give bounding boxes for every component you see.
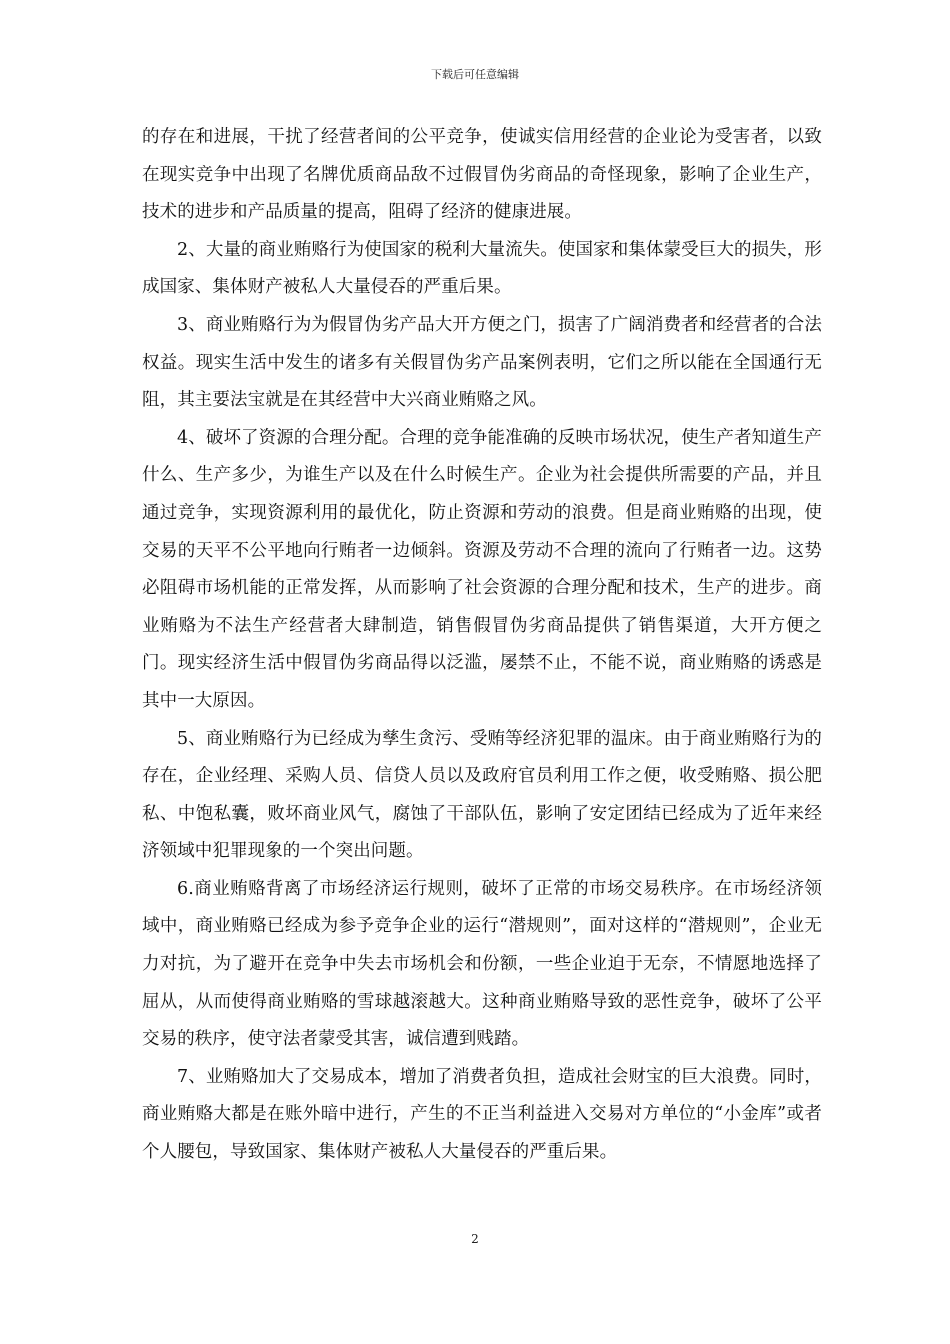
paragraph-item-6: 6.商业贿赂背离了市场经济运行规则，破坏了正常的市场交易秩序。在市场经济领域中，商业贿赂已经成为参予竞争企业的运行“潜规则”，面对这样的“潜规则”，企业无力对抗，为了避开在竞争中失去市场机会和份额，一些企业迫于无奈，不情愿地选择了屈从，从而使得商业贿赂的雪球越滚越大。这种商业贿赂导致的恶性竞争，破坏了公平交易的秩序，使守法者蒙受其害，诚信遭到贱踏。 (142, 878, 822, 1050)
paragraph-item-7: 7、业贿赂加大了交易成本，增加了消费者负担，造成社会财宝的巨大浪费。同时，商业贿赂大都是在账外暗中进行，产生的不正当利益进入交易对方单位的“小金库”或者个人腰包，导致国家、集体财产被私人大量侵吞的严重后果。 (142, 1066, 822, 1163)
page-number: 2 (471, 1232, 479, 1246)
paragraph-continued: 的存在和进展，干扰了经营者间的公平竞争，使诚实信用经营的企业论为受害者，以致在现实竞争中出现了名牌优质商品敌不过假冒伪劣商品的奇怪现象，影响了企业生产，技术的进步和产品质量的提高，阻碍了经济的健康进展。 (142, 127, 822, 223)
paragraph-item-4: 4、破坏了资源的合理分配。合理的竞争能准确的反映市场状况，使生产者知道生产什么、生产多少，为谁生产以及在什么时候生产。企业为社会提供所需要的产品，并且通过竞争，实现资源利用的最优化，防止资源和劳动的浪费。但是商业贿赂的出现，使交易的天平不公平地向行贿者一边倾斜。资源及劳动不合理的流向了行贿者一边。这势必阻碍市场机能的正常发挥，从而影响了社会资源的合理分配和技术，生产的进步。商业贿赂为不法生产经营者大肆制造，销售假冒伪劣商品提供了销售渠道，大开方便之门。现实经济生活中假冒伪劣商品得以泛滥，屡禁不止，不能不说，商业贿赂的诱惑是其中一大原因。 (142, 427, 822, 711)
paragraph-item-2: 2、大量的商业贿赂行为使国家的税利大量流失。使国家和集体蒙受巨大的损失，形成国家、集体财产被私人大量侵吞的严重后果。 (142, 239, 822, 298)
document-body (142, 119, 822, 1172)
paragraph-item-5: 5、商业贿赂行为已经成为孳生贪污、受贿等经济犯罪的温床。由于商业贿赂行为的存在，企业经理、采购人员、信贷人员以及政府官员利用工作之便，收受贿赂、损公肥私、中饱私囊，败坏商业风气，腐蚀了干部队伍，影响了安定团结已经成为了近年来经济领域中犯罪现象的一个突出问题。 (142, 728, 822, 862)
page-header: 下载后可任意编辑 (431, 68, 519, 81)
paragraph-item-3: 3、商业贿赂行为为假冒伪劣产品大开方便之门，损害了广阔消费者和经营者的合法权益。现实生活中发生的诸多有关假冒伪劣产品案例表明，它们之所以能在全国通行无阻，其主要法宝就是在其经营中大兴商业贿赂之风。 (142, 314, 822, 411)
